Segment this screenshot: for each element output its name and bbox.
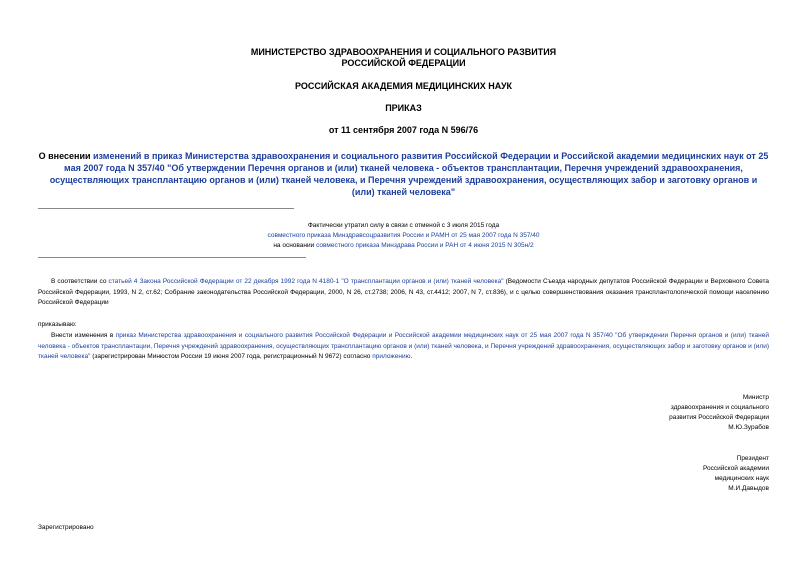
validity-note-line1: Фактически утратил силу в связи с отменой с 3 июля 2015 года	[307, 222, 500, 229]
document-date-number: от 11 сентября 2007 года N 596/76	[328, 125, 479, 135]
subject-link[interactable]: изменений в приказ Министерства здравоохранения и социального развития Российской Федерации и Российской академии медицинских наук от 25 мая 2007 года N 357/40 "Об утверждении Перечня органов и (или) тканей человека - объектов трансплантации, Перечня учреждений здравоохранения, осуществляющих трансплантацию органов и (или) тканей человека, и Перечня учреждений здравоохранения, осуществляющих забор и заготовку органов и (или) тканей человека"	[49, 151, 769, 197]
signature-line: здравоохранения и социального	[670, 404, 769, 411]
repealing-order-link[interactable]: совместного приказа Минздрава России и РАН от 4 июня 2015 N 305н/2	[316, 242, 534, 249]
signature-line: развития Российской Федерации	[669, 414, 769, 421]
signature-line: Российской академии	[703, 465, 769, 472]
validity-note-prefix: на основании	[273, 242, 317, 249]
signature-name: М.Ю.Зурабов	[728, 424, 769, 431]
order-prefix: Внести изменения в	[51, 332, 116, 339]
divider-top	[38, 208, 294, 209]
signature-line: Министр	[742, 394, 769, 401]
repealed-order-link[interactable]: совместного приказа Минздравсоцразвития России и РАМН от 25 мая 2007 года N 357/40	[267, 232, 540, 239]
order-paragraph	[38, 331, 769, 363]
ministry-title-line1: МИНИСТЕРСТВО ЗДРАВООХРАНЕНИЯ И СОЦИАЛЬНОГО РАЗВИТИЯ	[250, 47, 557, 57]
document-type: ПРИКАЗ	[385, 103, 422, 113]
document-subject	[38, 150, 769, 198]
validity-note-line3	[38, 241, 769, 251]
signature-president	[560, 454, 769, 494]
preamble-suffix: (Ведомости Съезда народных депутатов Российской Федерации и Верховного Совета Российской Федерации, 1993, N 2, ст.62; Собрание законодательства Российской Федерации, 2000, N 26, ст.2738; 2006, N 43, ст.4412; 2007, N 7, ст.836), и с целью совершенствования оказания трансплантологической помощи населению Российской Федерации	[38, 278, 769, 306]
signature-line: медицинских наук	[714, 475, 769, 482]
order-end: .	[410, 353, 413, 360]
divider-bottom	[38, 257, 306, 258]
amended-order-link[interactable]: приказ Министерства здравоохранения и социального развития Российской Федерации и Российской академии медицинских наук от 25 мая 2007 года N 357/40 "Об утверждении Перечня органов и (или) тканей человека - объектов трансплантации, Перечня учреждений здравоохранения, осуществляющих трансплантацию органов и (или) тканей человека, и Перечня учреждений здравоохранения, осуществляющих забор и заготовку органов и (или) тканей человека"	[38, 332, 769, 360]
signature-minister	[560, 393, 769, 433]
signature-name: М.И.Давыдов	[728, 485, 769, 492]
registration-label: Зарегистрировано	[38, 524, 94, 531]
signature-line: Президент	[736, 455, 769, 462]
validity-note-line2	[38, 231, 769, 241]
appendix-link[interactable]: приложению	[372, 353, 411, 360]
order-keyword: приказываю:	[38, 321, 77, 328]
ministry-title-line2: РОССИЙСКОЙ ФЕДЕРАЦИИ	[341, 58, 466, 68]
preamble-prefix: В соответствии со	[51, 278, 109, 285]
order-middle: (зарегистрирован Минюстом России 19 июня 2007 года, регистрационный N 9672) согласно	[90, 353, 373, 360]
subject-prefix: О внесении	[38, 151, 94, 161]
academy-title: РОССИЙСКАЯ АКАДЕМИЯ МЕДИЦИНСКИХ НАУК	[294, 81, 513, 91]
preamble-paragraph	[38, 277, 769, 309]
law-article-link[interactable]: статьей 4 Закона Российской Федерации от 22 декабря 1992 года N 4180-1 "О трансплантации органов и (или) тканей человека"	[108, 278, 504, 285]
